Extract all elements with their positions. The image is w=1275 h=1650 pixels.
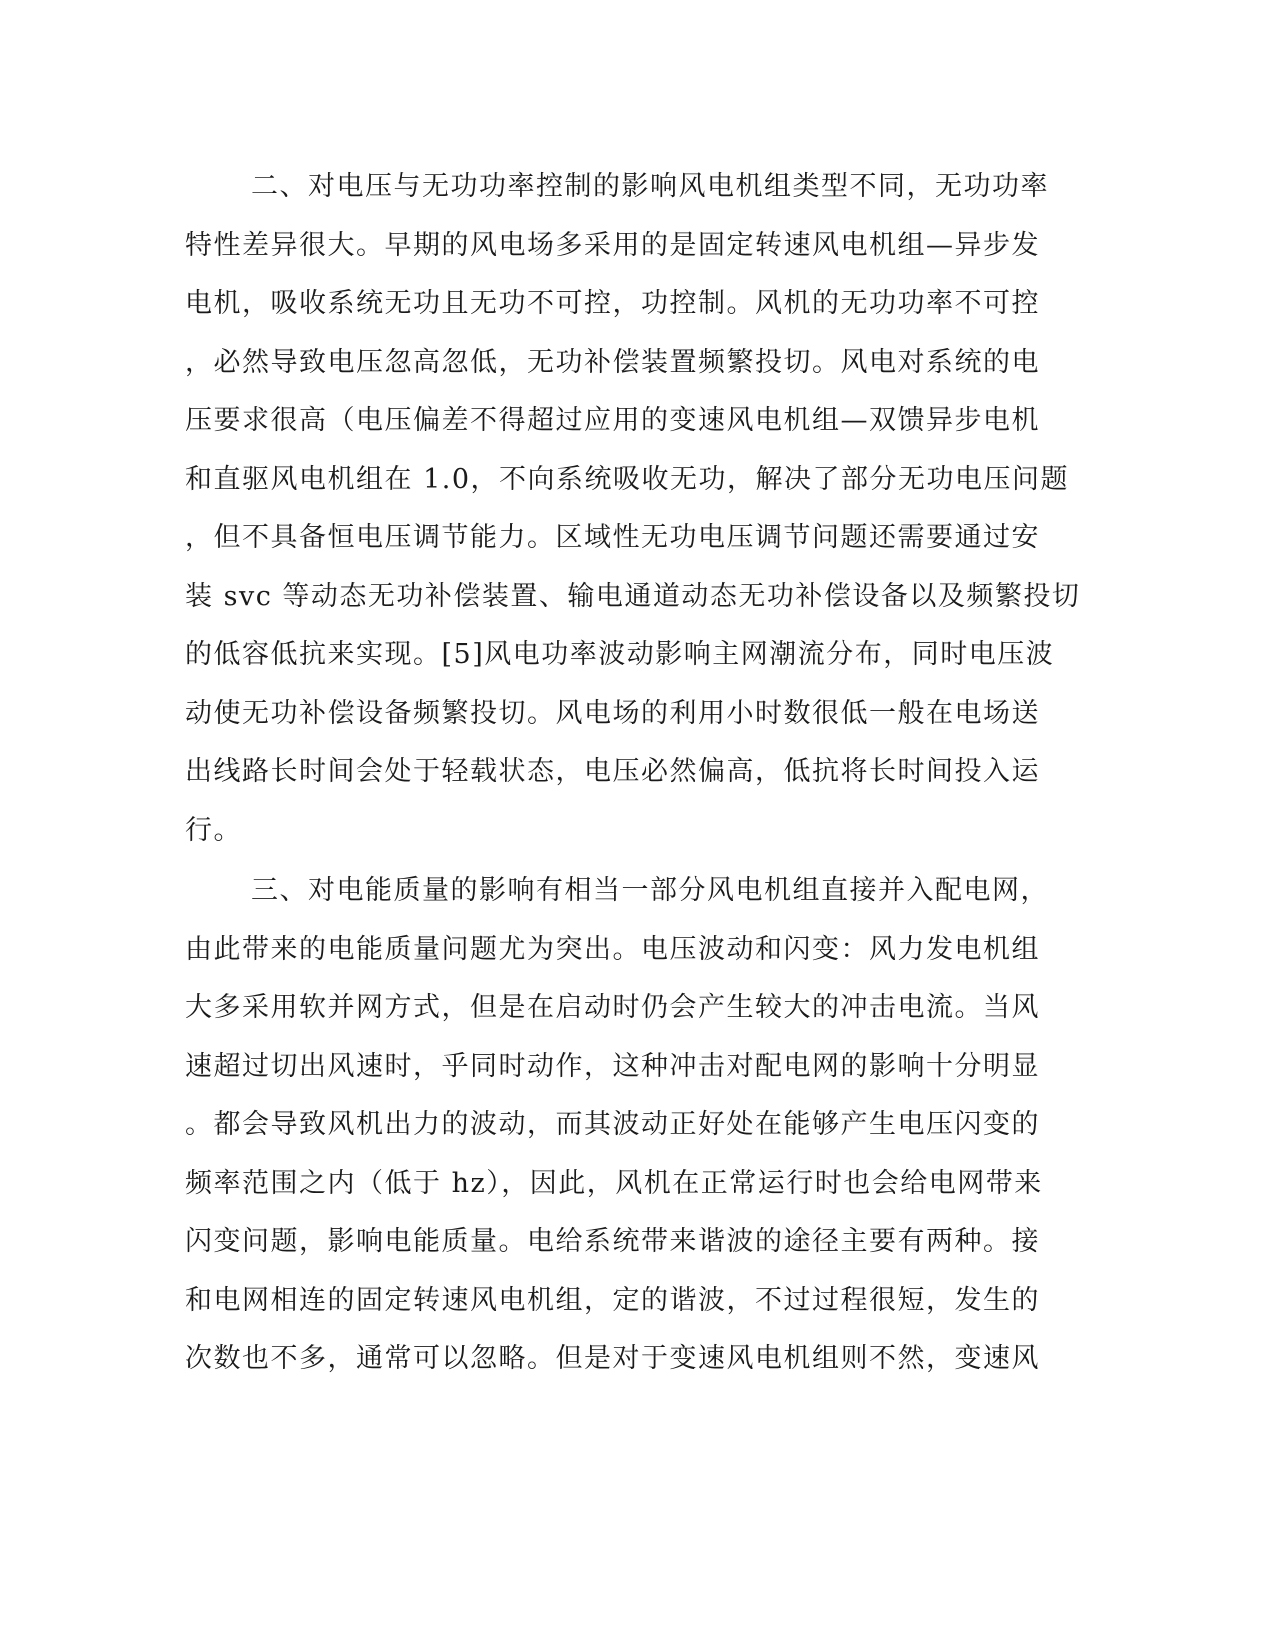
text-line: 电机，吸收系统无功且无功不可控，功控制。风机的无功功率不可控 xyxy=(185,288,1040,319)
text-line: 出线路长时间会处于轻载状态，电压必然偏高，低抗将长时间投入运 xyxy=(185,756,1040,787)
text-line: 和直驱风电机组在 1.0，不向系统吸收无功，解决了部分无功电压问题 xyxy=(185,463,1070,495)
text-line: 压要求很高（电压偏差不得超过应用的变速风电机组—双馈异步电机 xyxy=(185,405,1040,436)
text-line: 大多采用软并网方式，但是在启动时仍会产生较大的冲击电流。当风 xyxy=(185,992,1040,1023)
text-line: 闪变问题，影响电能质量。电给系统带来谐波的途径主要有两种。接 xyxy=(185,1226,1040,1257)
text-line: 频率范围之内（低于 hz），因此，风机在正常运行时也会给电网带来 xyxy=(185,1167,1043,1199)
text-line: 特性差异很大。早期的风电场多采用的是固定转速风电机组—异步发 xyxy=(185,229,1040,261)
text-line: 装 svc 等动态无功补偿装置、输电通道动态无功补偿设备以及频繁投切 xyxy=(185,580,1081,612)
document-body xyxy=(185,158,1081,1389)
text-line: 的低容低抗来实现。[5]风电功率波动影响主网潮流分布，同时电压波 xyxy=(185,639,1055,670)
text-line: 二、对电压与无功功率控制的影响风电机组类型不同，无功功率 xyxy=(251,171,1049,202)
text-line: 。都会导致风机出力的波动，而其波动正好处在能够产生电压闪变的 xyxy=(185,1109,1040,1140)
text-line: ，但不具备恒电压调节能力。区域性无功电压调节问题还需要通过安 xyxy=(185,522,1040,553)
text-line: 和电网相连的固定转速风电机组，定的谐波，不过过程很短，发生的 xyxy=(185,1284,1040,1316)
text-line: 三、对电能质量的影响有相当一部分风电机组直接并入配电网， xyxy=(251,875,1049,906)
paragraph-voltage-reactive-power xyxy=(185,158,1081,860)
paragraph-power-quality xyxy=(185,862,1049,1389)
text-line: 动使无功补偿设备频繁投切。风电场的利用小时数很低一般在电场送 xyxy=(185,697,1040,729)
text-line: 行。 xyxy=(185,814,242,846)
text-line: ，必然导致电压忽高忽低，无功补偿装置频繁投切。风电对系统的电 xyxy=(185,346,1040,378)
text-line: 次数也不多，通常可以忽略。但是对于变速风电机组则不然，变速风 xyxy=(185,1343,1040,1374)
text-line: 由此带来的电能质量问题尤为突出。电压波动和闪变：风力发电机组 xyxy=(185,933,1040,965)
text-line: 速超过切出风速时，乎同时动作，这种冲击对配电网的影响十分明显 xyxy=(185,1050,1040,1082)
